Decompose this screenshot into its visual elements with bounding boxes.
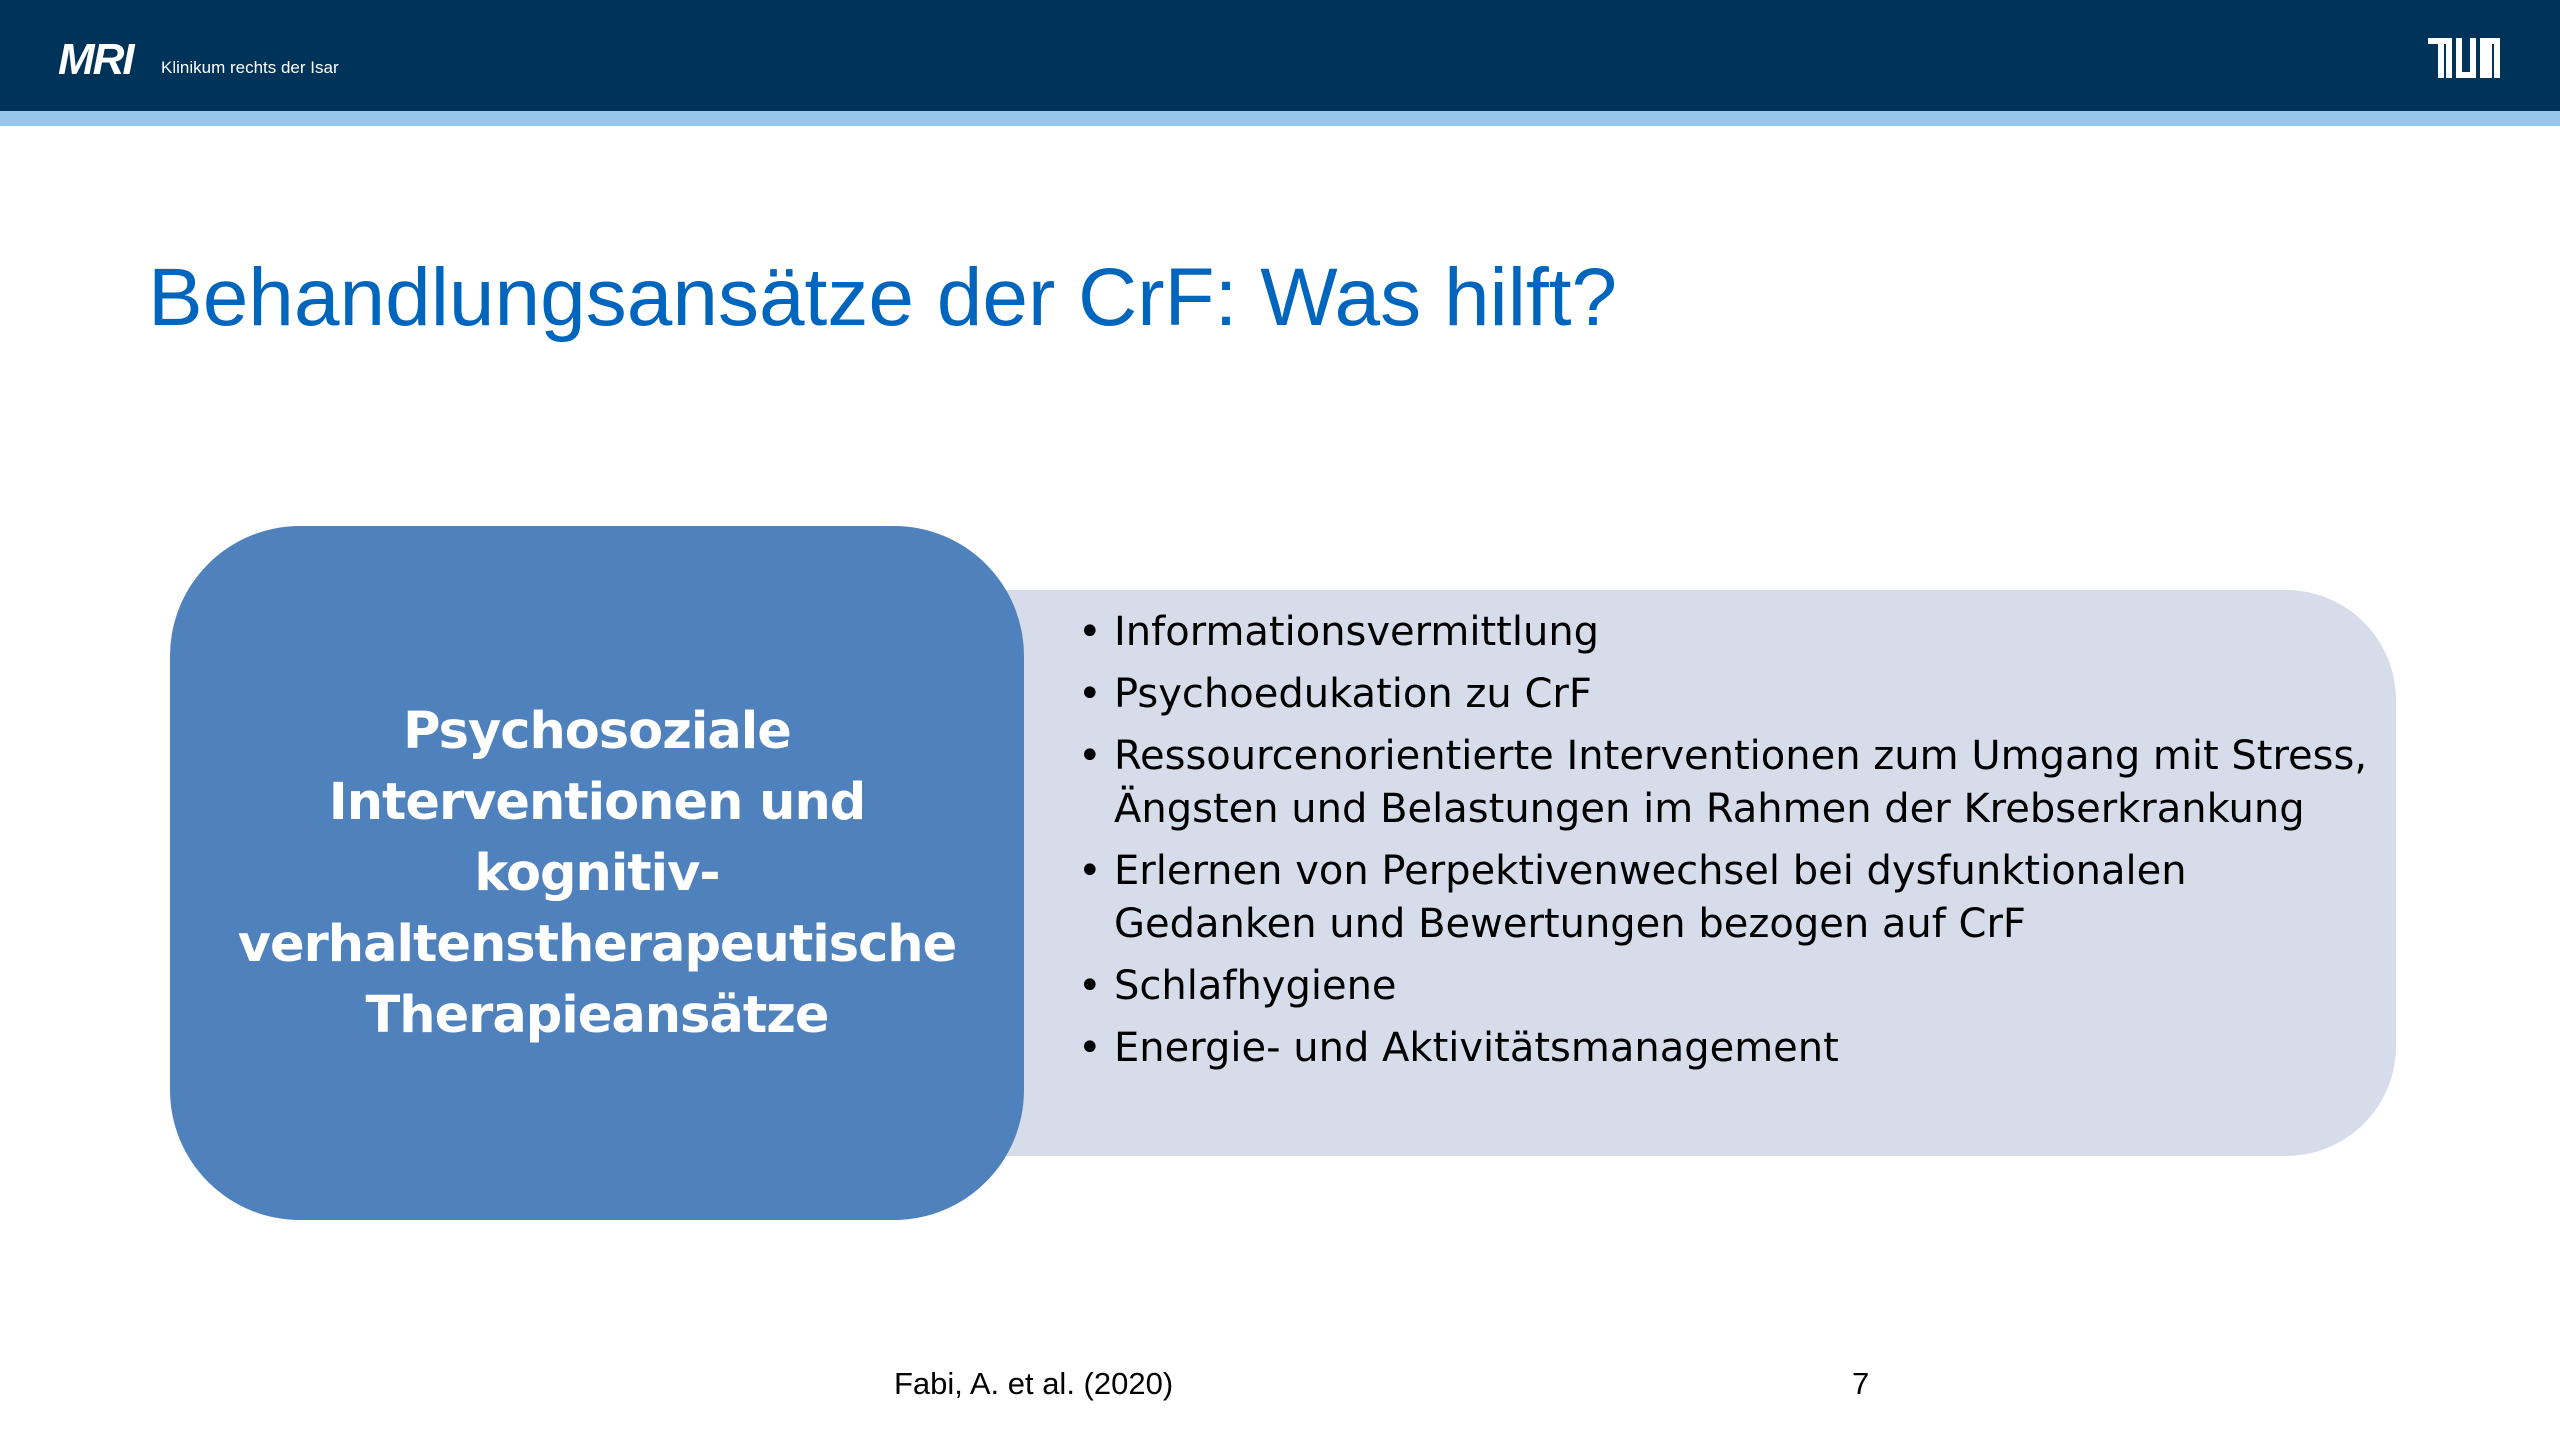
header-accent-stripe bbox=[0, 111, 2560, 126]
source-citation: Fabi, A. et al. (2020) bbox=[894, 1366, 1174, 1401]
mri-logo: MRI bbox=[58, 35, 133, 84]
list-item: • Schlafhygiene bbox=[1078, 960, 2378, 1013]
intervention-list bbox=[1078, 606, 2378, 1084]
list-item: • Informationsvermittlung bbox=[1078, 606, 2378, 659]
header-bar bbox=[0, 0, 2560, 111]
list-item: • Ressourcenorientierte Interventionen zum Umgang mit Stress, Ängsten und Belastungen im Rahmen der Krebserkrankung bbox=[1078, 730, 2378, 836]
list-item: • Erlernen von Perpektivenwechsel bei dysfunktionalen Gedanken und Bewertungen bezogen auf CrF bbox=[1078, 845, 2378, 951]
list-item: • Psychoedukation zu CrF bbox=[1078, 668, 2378, 721]
category-box bbox=[170, 526, 1024, 1220]
category-box-text: Psychosoziale Interventionen und kognitiv-verhaltenstherapeutische Therapieansätze bbox=[237, 701, 957, 1045]
slide-title: Behandlungsansätze der CrF: Was hilft? bbox=[148, 252, 1618, 343]
list-item: • Energie- und Aktivitätsmanagement bbox=[1078, 1022, 2378, 1075]
clinic-name: Klinikum rechts der Isar bbox=[161, 58, 339, 77]
page-number: 7 bbox=[1852, 1366, 1870, 1401]
tum-logo bbox=[2428, 38, 2500, 78]
